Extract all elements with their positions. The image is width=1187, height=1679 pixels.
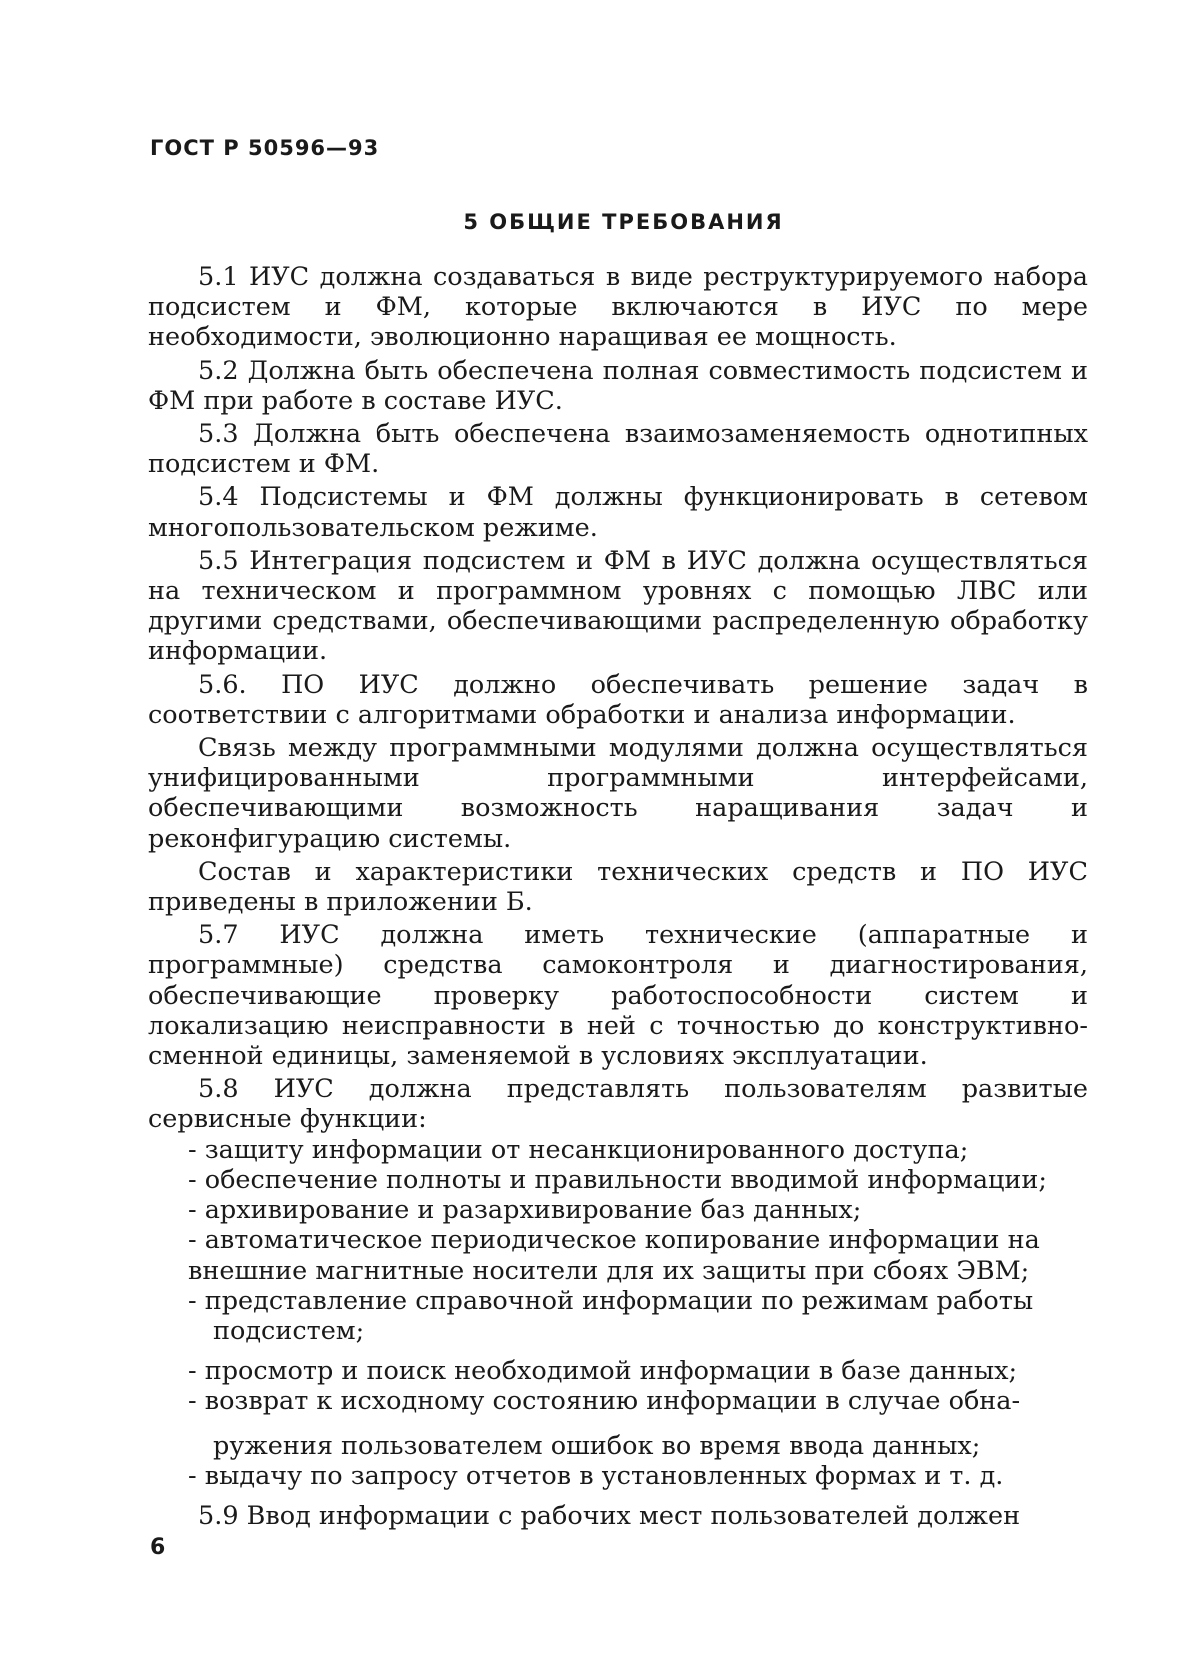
clause-5-7: 5.7 ИУС должна иметь технические (аппаратные и программные) средства самоконтроля и диагностирования, обеспечивающие проверку работоспособности систем и локализацию неисправности в ней с точностью до конструктивно-сменной единицы, заменяемой в условиях эксплуатации.	[148, 920, 1088, 1072]
list-item-continuation: ружения пользователем ошибок во время ввода данных;	[213, 1430, 981, 1461]
list-item: - выдачу по запросу отчетов в установленных формах и т. д.	[188, 1460, 1004, 1491]
clause-5-6-interfaces: Связь между программными модулями должна осуществляться унифицированными программными интерфейсами, обеспечивающими возможность наращивания задач и реконфигурацию системы.	[148, 733, 1088, 854]
clause-5-8: 5.8 ИУС должна представлять пользователям развитые сервисные функции:	[148, 1074, 1088, 1135]
clause-5-2: 5.2 Должна быть обеспечена полная совместимость подсистем и ФМ при работе в составе ИУС.	[148, 355, 1088, 416]
list-item: - защиту информации от несанкционированного доступа;	[188, 1134, 969, 1165]
service-functions-list	[148, 1135, 1088, 1491]
clause-5-3: 5.3 Должна быть обеспечена взаимозаменяемость однотипных подсистем и ФМ.	[148, 419, 1088, 480]
list-item: - обеспечение полноты и правильности вводимой информации;	[188, 1164, 1048, 1195]
clause-5-5: 5.5 Интеграция подсистем и ФМ в ИУС должна осуществляться на техническом и программном уровнях с помощью ЛВС или другими средствами, обеспечивающими распределенную обработку информации.	[148, 545, 1088, 667]
clause-5-9: 5.9 Ввод информации с рабочих мест пользователей должен	[198, 1500, 1021, 1531]
clause-5-6: 5.6. ПО ИУС должно обеспечивать решение задач в соответствии с алгоритмами обработки и анализа информации.	[148, 669, 1088, 730]
clause-5-6-composition: Состав и характеристики технических средств и ПО ИУС приведены в приложении Б.	[148, 856, 1088, 918]
section-title: 5 ОБЩИЕ ТРЕБОВАНИЯ	[463, 210, 784, 234]
list-item-continuation: внешние магнитные носители для их защиты при сбоях ЭВМ;	[188, 1255, 1030, 1286]
list-item: - представление справочной информации по режимам работы	[188, 1285, 1034, 1316]
clause-5-4: 5.4 Подсистемы и ФМ должны функционировать в сетевом многопользовательском режиме.	[148, 482, 1088, 543]
document-body	[148, 262, 1088, 1531]
document-header: ГОСТ Р 50596—93	[150, 136, 380, 160]
list-item: - автоматическое периодическое копирование информации на	[188, 1225, 1040, 1256]
clause-5-1: 5.1 ИУС должна создаваться в виде реструктурируемого набора подсистем и ФМ, которые включаются в ИУС по мере необходимости, эволюционно наращивая ее мощность.	[148, 262, 1088, 353]
list-item: - возврат к исходному состоянию информации в случае обна-	[188, 1386, 1021, 1417]
page-number: 6	[150, 1535, 166, 1560]
list-item: - архивирование и разархивирование баз данных;	[188, 1195, 862, 1226]
list-item-continuation: подсистем;	[213, 1315, 365, 1346]
list-item: - просмотр и поиск необходимой информации в базе данных;	[188, 1356, 1018, 1387]
